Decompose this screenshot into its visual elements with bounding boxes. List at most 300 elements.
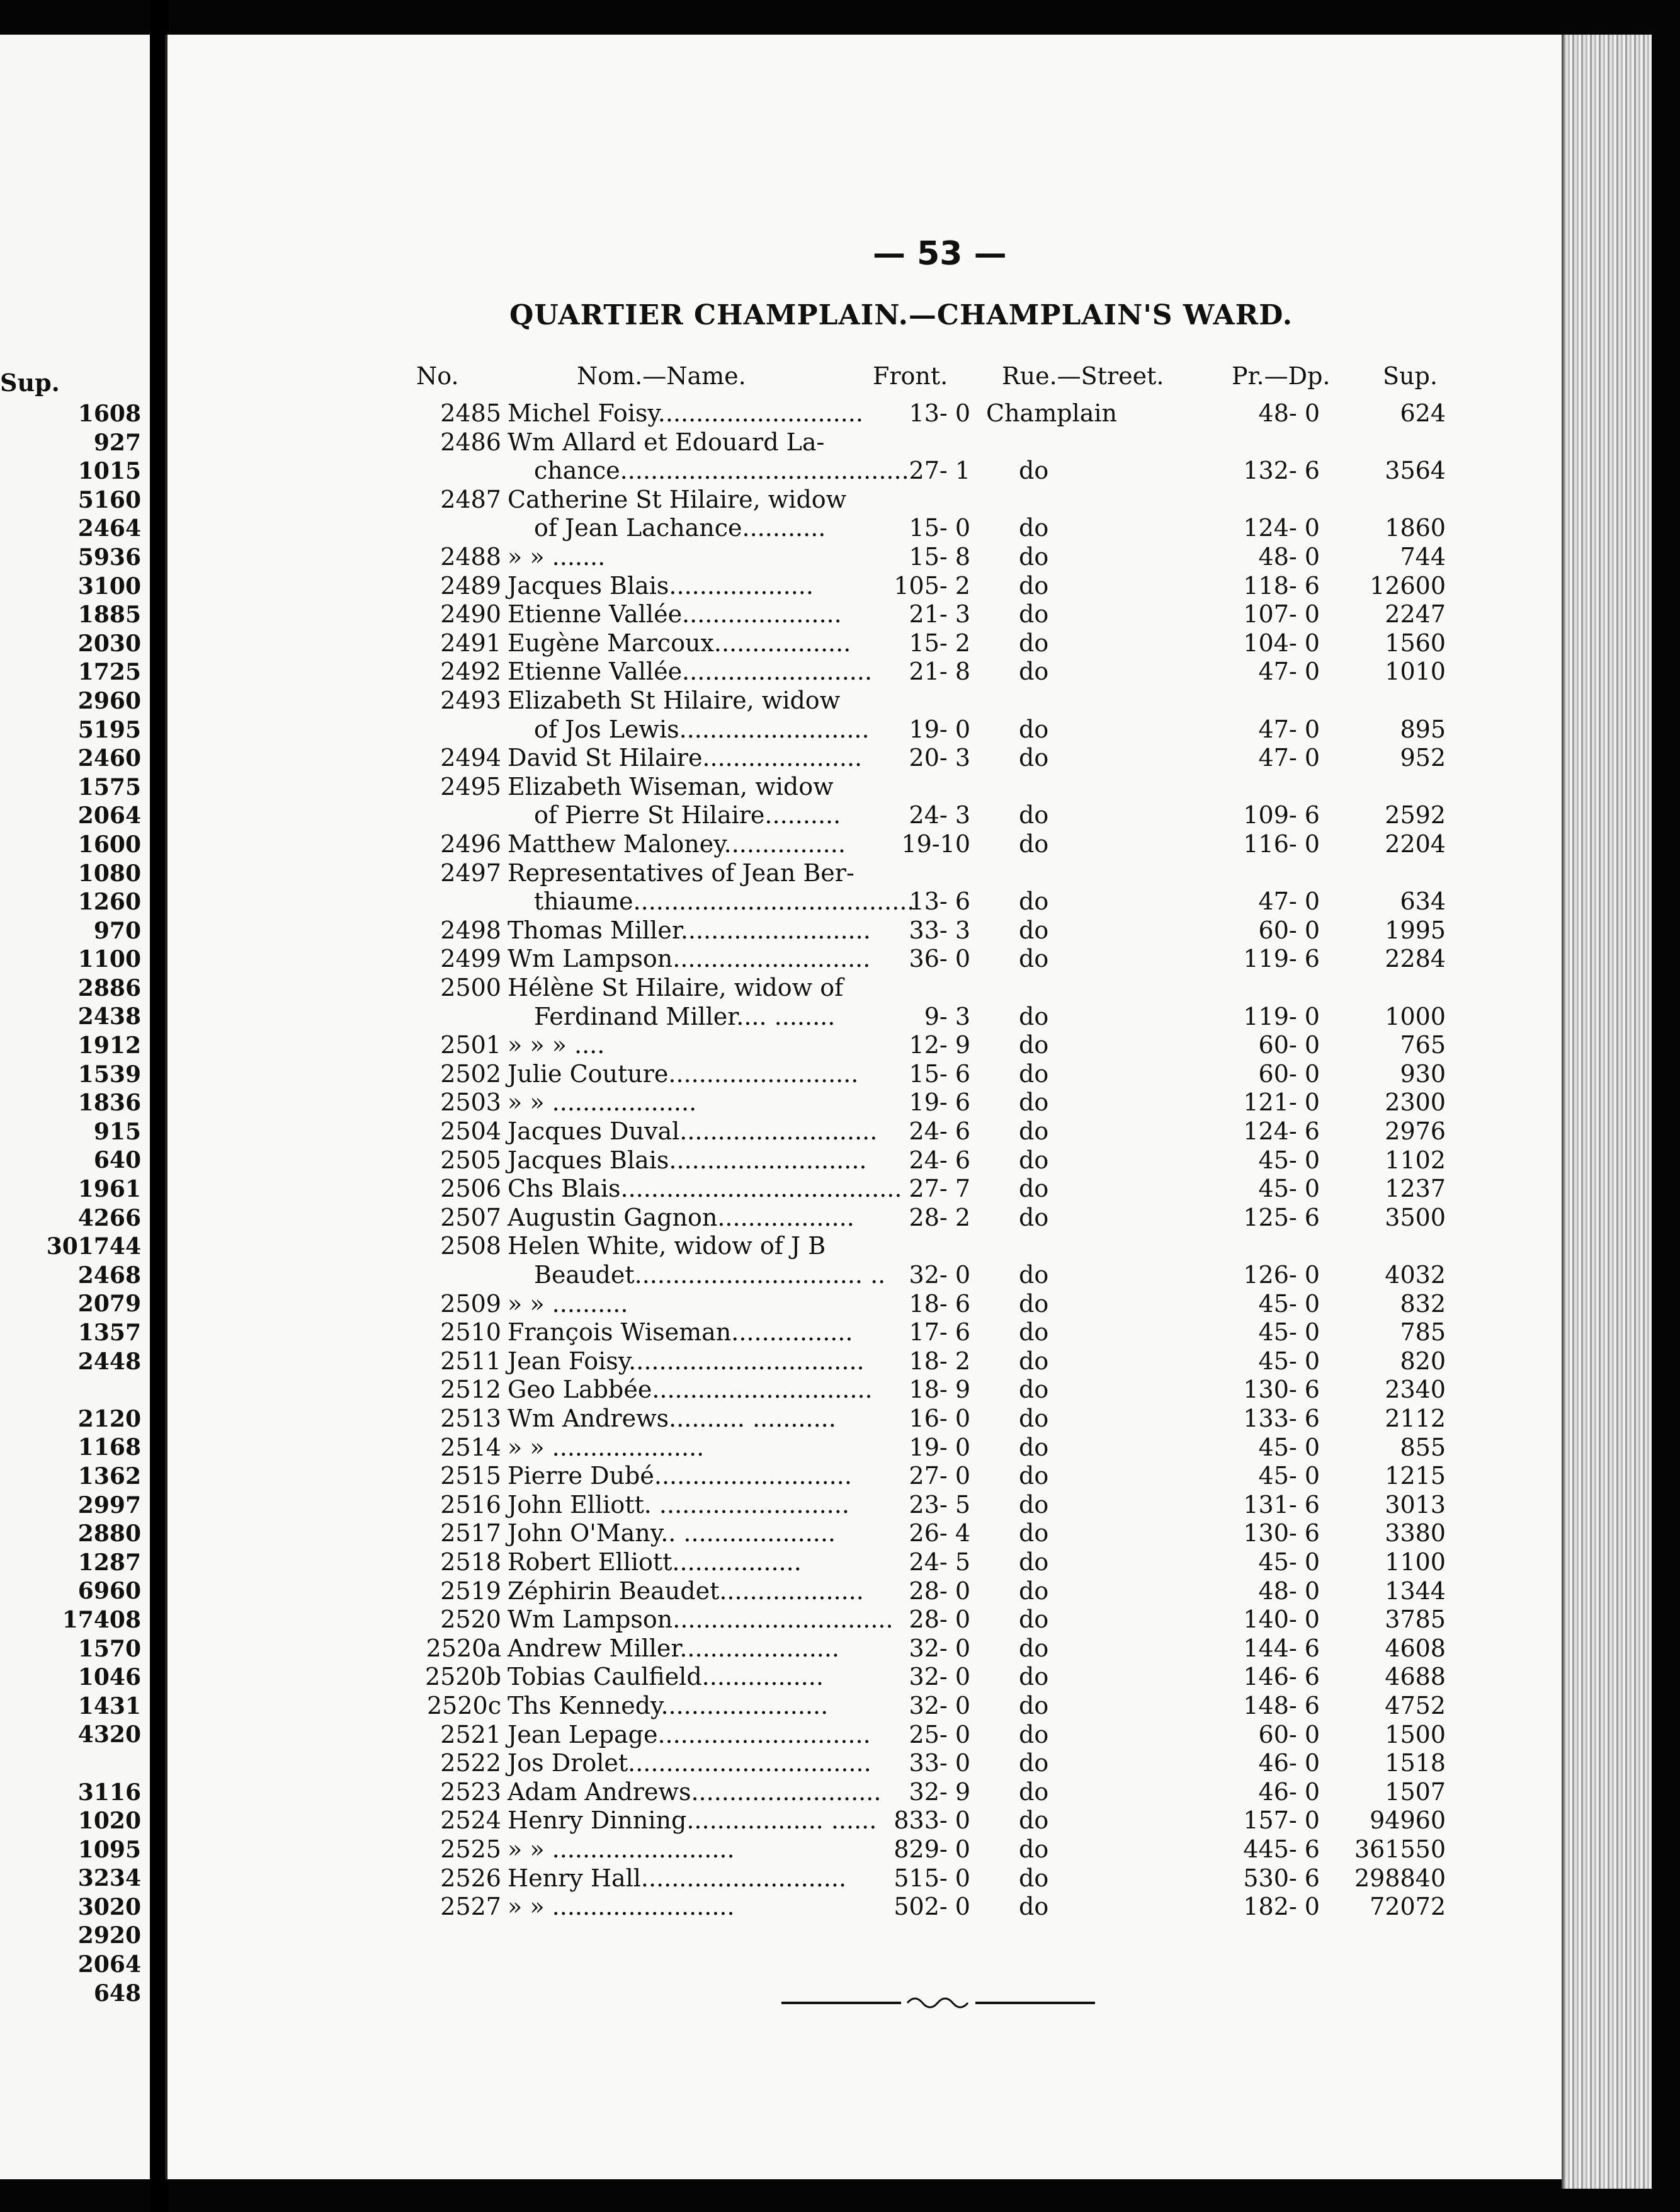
owner-name: Jean Foisy............................... <box>508 1347 865 1375</box>
left-page-value: 17408 <box>62 1606 141 1633</box>
depth-measure: 48- 0 <box>1258 1576 1320 1605</box>
owner-name: Hélène St Hilaire, widow of <box>508 974 844 1001</box>
front-measure: 18- 2 <box>909 1347 970 1375</box>
street: do <box>1019 543 1049 571</box>
depth-measure: 130- 6 <box>1243 1376 1320 1404</box>
left-page-value: 3100 <box>77 573 141 600</box>
left-page-value: 5160 <box>77 486 141 513</box>
table-row <box>167 428 1490 457</box>
left-page-value: 2464 <box>77 515 141 542</box>
depth-measure: 124- 6 <box>1243 1117 1320 1145</box>
table-row <box>167 801 1490 830</box>
table-row <box>167 571 1490 600</box>
depth-measure: 157- 0 <box>1243 1806 1320 1835</box>
depth-measure: 125- 6 <box>1243 1203 1320 1231</box>
street: do <box>1019 744 1049 772</box>
front-measure: 36- 0 <box>909 945 970 973</box>
left-page-value <box>47 1376 141 1405</box>
left-page-value: 2079 <box>77 1291 141 1318</box>
left-page-value: 1725 <box>77 659 141 686</box>
left-page-value: 3234 <box>77 1865 141 1892</box>
lot-number: 2514 <box>440 1433 501 1461</box>
table-row <box>167 887 1490 916</box>
front-measure: 23- 5 <box>909 1490 970 1519</box>
left-page-value: 1539 <box>77 1061 141 1088</box>
left-page-value: 2064 <box>77 802 141 830</box>
header-sup: Sup. <box>1383 362 1438 390</box>
depth-measure: 47- 0 <box>1258 715 1320 743</box>
depth-measure: 109- 6 <box>1243 801 1320 830</box>
front-measure: 105- 2 <box>894 571 970 600</box>
owner-name: Helen White, widow of J B <box>508 1232 826 1260</box>
owner-name: » » ........................ <box>508 1893 735 1921</box>
owner-name: Wm Lampson.......................... <box>508 945 871 973</box>
lot-number: 2520a <box>426 1634 501 1662</box>
owner-name: » » .......... <box>508 1289 628 1318</box>
table-row <box>167 973 1490 1002</box>
front-measure: 32- 0 <box>909 1634 970 1662</box>
front-measure: 15- 0 <box>909 514 970 542</box>
depth-measure: 60- 0 <box>1258 1031 1320 1059</box>
left-page-value: 5936 <box>77 544 141 571</box>
table-row <box>167 1002 1490 1031</box>
front-measure: 33- 0 <box>909 1749 970 1777</box>
front-measure: 25- 0 <box>909 1720 970 1748</box>
street: do <box>1019 1777 1049 1806</box>
left-page-value: 970 <box>93 917 141 944</box>
owner-name-continued: of Jean Lachance........... <box>534 514 826 542</box>
front-measure: 24- 3 <box>909 801 970 830</box>
owner-name: Wm Andrews.......... ........... <box>508 1405 836 1432</box>
depth-measure: 48- 0 <box>1258 399 1320 427</box>
depth-measure: 45- 0 <box>1258 1318 1320 1347</box>
owner-name: François Wiseman................ <box>508 1318 853 1347</box>
street: do <box>1019 1088 1049 1117</box>
table-row <box>167 1433 1490 1462</box>
owner-name: Andrew Miller..................... <box>508 1634 840 1662</box>
depth-measure: 47- 0 <box>1258 887 1320 916</box>
depth-measure: 48- 0 <box>1258 543 1320 571</box>
left-page-value: 2468 <box>77 1262 141 1289</box>
depth-measure: 116- 0 <box>1243 830 1320 858</box>
left-page-value: 1570 <box>77 1635 141 1662</box>
owner-name: » » ....... <box>508 543 606 571</box>
table-row <box>167 1806 1490 1835</box>
depth-measure: 118- 6 <box>1243 571 1320 600</box>
lot-number: 2491 <box>440 629 501 657</box>
depth-measure: 130- 6 <box>1243 1519 1320 1548</box>
street: do <box>1019 1864 1049 1892</box>
front-measure: 16- 0 <box>909 1405 970 1432</box>
owner-name: Jacques Duval.......................... <box>508 1117 878 1145</box>
owner-name-continued: of Pierre St Hilaire.......... <box>534 801 841 830</box>
table-row <box>167 1030 1490 1059</box>
street: do <box>1019 1835 1049 1863</box>
table-row <box>167 542 1490 571</box>
superficies: 1215 <box>1385 1462 1446 1490</box>
superficies: 1995 <box>1385 916 1446 944</box>
superficies: 2592 <box>1385 801 1446 830</box>
superficies: 1237 <box>1385 1175 1446 1203</box>
left-page-value: 1080 <box>77 860 141 887</box>
depth-measure: 45- 0 <box>1258 1462 1320 1490</box>
superficies: 1518 <box>1385 1749 1446 1777</box>
street: do <box>1019 1175 1049 1203</box>
street: do <box>1019 1117 1049 1145</box>
superficies: 1500 <box>1385 1720 1446 1748</box>
superficies: 2340 <box>1385 1376 1446 1404</box>
lot-number: 2508 <box>440 1232 501 1260</box>
lot-number: 2504 <box>440 1117 501 1145</box>
front-measure: 27- 1 <box>909 457 970 485</box>
left-page-value: 2448 <box>77 1348 141 1375</box>
front-measure: 833- 0 <box>894 1806 970 1835</box>
left-page-value: 1885 <box>77 601 141 629</box>
depth-measure: 146- 6 <box>1243 1663 1320 1691</box>
lot-number: 2499 <box>440 945 501 973</box>
front-measure: 15- 8 <box>909 543 970 571</box>
superficies: 12600 <box>1370 571 1446 600</box>
table-row <box>167 1203 1490 1232</box>
left-page-value: 2880 <box>77 1520 141 1548</box>
front-measure: 28- 2 <box>909 1203 970 1231</box>
lot-number: 2485 <box>440 399 501 427</box>
street: do <box>1019 1720 1049 1748</box>
table-row <box>167 858 1490 887</box>
owner-name: Adam Andrews......................... <box>508 1777 882 1806</box>
depth-measure: 530- 6 <box>1243 1864 1320 1892</box>
superficies: 361550 <box>1354 1835 1446 1863</box>
table-row <box>167 456 1490 485</box>
table-row <box>167 1490 1490 1519</box>
left-page-value: 2030 <box>77 630 141 657</box>
lot-number: 2523 <box>440 1777 501 1806</box>
owner-name: Representatives of Jean Ber- <box>508 858 854 887</box>
left-page-value: 4320 <box>77 1721 141 1748</box>
superficies: 832 <box>1400 1289 1446 1318</box>
owner-name: Ths Kennedy...................... <box>508 1692 829 1719</box>
lot-number: 2527 <box>440 1893 501 1921</box>
front-measure: 32- 9 <box>909 1777 970 1806</box>
ward-title: QUARTIER CHAMPLAIN.—CHAMPLAIN'S WARD. <box>509 299 1293 331</box>
table-row <box>167 1059 1490 1088</box>
lot-number: 2516 <box>440 1490 501 1519</box>
lot-number: 2520c <box>427 1692 501 1719</box>
front-measure: 19- 0 <box>909 715 970 743</box>
lot-number: 2518 <box>440 1548 501 1576</box>
superficies: 3013 <box>1385 1490 1446 1519</box>
table-row <box>167 1864 1490 1893</box>
depth-measure: 133- 6 <box>1243 1405 1320 1432</box>
front-measure: 13- 6 <box>909 887 970 916</box>
owner-name: John O'Many.. .................... <box>508 1519 836 1548</box>
header-no: No. <box>416 362 459 390</box>
left-page-value: 2460 <box>77 745 141 772</box>
lot-number: 2512 <box>440 1376 501 1404</box>
table-row <box>167 1260 1490 1289</box>
header-pr-dp: Pr.—Dp. <box>1232 362 1331 390</box>
lot-number: 2498 <box>440 916 501 944</box>
depth-measure: 144- 6 <box>1243 1634 1320 1662</box>
ornament-divider-icon <box>781 1993 1095 2012</box>
superficies: 1560 <box>1385 629 1446 657</box>
depth-measure: 182- 0 <box>1243 1893 1320 1921</box>
left-page-value: 1095 <box>77 1836 141 1863</box>
table-row <box>167 1146 1490 1175</box>
street: do <box>1019 801 1049 830</box>
left-page-value: 2920 <box>77 1922 141 1949</box>
superficies: 1000 <box>1385 1002 1446 1030</box>
owner-name-continued: Ferdinand Miller.... ........ <box>534 1002 836 1030</box>
table-row <box>167 1748 1490 1777</box>
lot-number: 2524 <box>440 1806 501 1835</box>
superficies: 3564 <box>1385 457 1446 485</box>
front-measure: 829- 0 <box>894 1835 970 1863</box>
left-page-value: 6960 <box>77 1578 141 1605</box>
left-page-value: 1100 <box>77 946 141 973</box>
street: do <box>1019 1749 1049 1777</box>
depth-measure: 60- 0 <box>1258 1059 1320 1088</box>
left-page-value: 1015 <box>77 458 141 485</box>
front-measure: 12- 9 <box>909 1031 970 1059</box>
street: do <box>1019 1663 1049 1691</box>
street: do <box>1019 457 1049 485</box>
left-page-value: 1168 <box>77 1434 141 1461</box>
lot-number: 2520 <box>440 1605 501 1634</box>
left-page-value <box>47 1750 141 1779</box>
street: do <box>1019 1806 1049 1835</box>
left-page-value: 1020 <box>77 1808 141 1835</box>
superficies: 2204 <box>1385 830 1446 858</box>
front-measure: 19-10 <box>901 830 970 858</box>
left-page-value: 1046 <box>77 1664 141 1691</box>
depth-measure: 104- 0 <box>1243 629 1320 657</box>
left-page-value: 1836 <box>77 1090 141 1117</box>
table-row <box>167 944 1490 973</box>
street: do <box>1019 514 1049 542</box>
street: do <box>1019 1031 1049 1059</box>
owner-name: Elizabeth St Hilaire, widow <box>508 687 841 714</box>
lot-number: 2488 <box>440 543 501 571</box>
owner-name: Wm Allard et Edouard La- <box>508 428 825 456</box>
street: do <box>1019 1203 1049 1231</box>
superficies: 2247 <box>1385 600 1446 629</box>
front-measure: 9- 3 <box>924 1002 970 1030</box>
owner-name: John Elliott. ......................... <box>508 1490 849 1519</box>
superficies: 2976 <box>1385 1117 1446 1145</box>
depth-measure: 45- 0 <box>1258 1175 1320 1203</box>
lot-number: 2515 <box>440 1462 501 1490</box>
header-front: Front. <box>873 362 948 390</box>
left-page-value: 1431 <box>77 1692 141 1719</box>
front-measure: 15- 6 <box>909 1059 970 1088</box>
street: do <box>1019 1519 1049 1548</box>
lot-number: 2517 <box>440 1519 501 1548</box>
lot-number: 2525 <box>440 1835 501 1863</box>
superficies: 952 <box>1400 744 1446 772</box>
table-row <box>167 1174 1490 1203</box>
left-page-value: 2997 <box>77 1491 141 1519</box>
superficies: 94960 <box>1370 1806 1446 1835</box>
depth-measure: 47- 0 <box>1258 658 1320 686</box>
superficies: 2300 <box>1385 1088 1446 1117</box>
front-measure: 33- 3 <box>909 916 970 944</box>
front-measure: 24- 6 <box>909 1117 970 1145</box>
left-page-value: 927 <box>93 429 141 456</box>
owner-name: Wm Lampson............................. <box>508 1605 894 1634</box>
street: do <box>1019 629 1049 657</box>
page <box>165 35 1597 2179</box>
owner-name: Augustin Gagnon.................. <box>508 1203 854 1231</box>
front-measure: 26- 4 <box>909 1519 970 1548</box>
owner-name: Jacques Blais................... <box>508 571 814 600</box>
front-measure: 32- 0 <box>909 1692 970 1719</box>
owner-name: Etienne Vallée......................... <box>508 658 873 686</box>
owner-name-continued: of Jos Lewis......................... <box>534 715 870 743</box>
superficies: 4032 <box>1385 1261 1446 1289</box>
superficies: 1507 <box>1385 1777 1446 1806</box>
lot-number: 2497 <box>440 858 501 887</box>
depth-measure: 132- 6 <box>1243 457 1320 485</box>
superficies: 3785 <box>1385 1605 1446 1634</box>
table-row <box>167 1231 1490 1260</box>
owner-name: David St Hilaire..................... <box>508 744 863 772</box>
superficies: 744 <box>1400 543 1446 571</box>
owner-name-continued: Beaudet.............................. .. <box>534 1261 886 1289</box>
table-row <box>167 629 1490 658</box>
street: do <box>1019 1634 1049 1662</box>
depth-measure: 45- 0 <box>1258 1548 1320 1576</box>
left-page-value: 2960 <box>77 687 141 714</box>
depth-measure: 47- 0 <box>1258 744 1320 772</box>
table-row <box>167 657 1490 686</box>
superficies: 930 <box>1400 1059 1446 1088</box>
left-page-value: 1357 <box>77 1320 141 1346</box>
owner-name: Elizabeth Wiseman, widow <box>508 772 834 801</box>
table-row <box>167 1088 1490 1117</box>
table-row <box>167 1548 1490 1576</box>
owner-name: Etienne Vallée..................... <box>508 600 842 629</box>
superficies: 3380 <box>1385 1519 1446 1548</box>
lot-number: 2507 <box>440 1203 501 1231</box>
depth-measure: 45- 0 <box>1258 1289 1320 1318</box>
street: do <box>1019 1576 1049 1605</box>
owner-name: Zéphirin Beaudet................... <box>508 1576 864 1605</box>
table-row <box>167 715 1490 744</box>
street: do <box>1019 600 1049 629</box>
table-row <box>167 830 1490 858</box>
street: do <box>1019 1405 1049 1432</box>
lot-number: 2493 <box>440 687 501 714</box>
table-row <box>167 399 1490 428</box>
front-measure: 18- 9 <box>909 1376 970 1404</box>
owner-name: Eugène Marcoux.................. <box>508 629 851 657</box>
lot-number: 2490 <box>440 600 501 629</box>
left-page-value: 1961 <box>77 1176 141 1203</box>
depth-measure: 140- 0 <box>1243 1605 1320 1634</box>
front-measure: 13- 0 <box>909 399 970 427</box>
street: do <box>1019 1893 1049 1921</box>
owner-name: Henry Hall........................... <box>508 1864 847 1892</box>
street: do <box>1019 916 1049 944</box>
street: do <box>1019 1146 1049 1174</box>
lot-number: 2503 <box>440 1088 501 1117</box>
lot-number: 2495 <box>440 772 501 801</box>
depth-measure: 131- 6 <box>1243 1490 1320 1519</box>
front-measure: 28- 0 <box>909 1605 970 1634</box>
left-page-value: 3116 <box>77 1779 141 1806</box>
left-page-sup-column <box>47 400 141 2008</box>
owner-name: Geo Labbée............................. <box>508 1376 873 1404</box>
superficies: 4688 <box>1385 1663 1446 1691</box>
lot-number: 2513 <box>440 1405 501 1432</box>
street: do <box>1019 571 1049 600</box>
street: do <box>1019 1347 1049 1375</box>
lot-number: 2487 <box>440 485 501 513</box>
superficies: 855 <box>1400 1433 1446 1461</box>
owner-name-continued: thiaume..................................... <box>534 887 915 916</box>
street: do <box>1019 1376 1049 1404</box>
street: do <box>1019 1605 1049 1634</box>
owner-name: Jacques Blais.......................... <box>508 1146 867 1174</box>
left-page-value: 1600 <box>77 831 141 858</box>
superficies: 785 <box>1400 1318 1446 1347</box>
left-page-value: 640 <box>93 1147 141 1174</box>
owner-name: Jos Drolet................................ <box>508 1749 871 1777</box>
depth-measure: 107- 0 <box>1243 600 1320 629</box>
table-row <box>167 1347 1490 1376</box>
table-row <box>167 1289 1490 1318</box>
depth-measure: 121- 0 <box>1243 1088 1320 1117</box>
superficies: 1010 <box>1385 658 1446 686</box>
street: do <box>1019 1261 1049 1289</box>
left-page-value: 1575 <box>77 773 141 801</box>
front-measure: 24- 6 <box>909 1146 970 1174</box>
superficies: 72072 <box>1370 1893 1446 1921</box>
front-measure: 502- 0 <box>894 1893 970 1921</box>
lot-number: 2502 <box>440 1059 501 1088</box>
owner-name: » » ........................ <box>508 1835 735 1863</box>
front-measure: 27- 7 <box>909 1175 970 1203</box>
left-page-value: 1260 <box>77 889 141 916</box>
left-page-value: 301744 <box>46 1233 141 1260</box>
owner-name-continued: chance...................................... <box>534 457 909 485</box>
street: do <box>1019 1318 1049 1347</box>
table-row <box>167 916 1490 945</box>
owner-name: » » ................... <box>508 1088 697 1117</box>
lot-number: 2506 <box>440 1175 501 1203</box>
left-page-value: 915 <box>93 1118 141 1145</box>
superficies: 765 <box>1400 1031 1446 1059</box>
depth-measure: 46- 0 <box>1258 1749 1320 1777</box>
owner-name: Catherine St Hilaire, widow <box>508 485 847 513</box>
street: do <box>1019 1433 1049 1461</box>
table-row <box>167 1375 1490 1404</box>
superficies: 298840 <box>1354 1864 1446 1892</box>
street: do <box>1019 715 1049 743</box>
front-measure: 515- 0 <box>894 1864 970 1892</box>
table-row <box>167 600 1490 629</box>
owner-name: Chs Blais..................................... <box>508 1175 902 1203</box>
depth-measure: 45- 0 <box>1258 1146 1320 1174</box>
owner-name: Julie Couture......................... <box>508 1059 859 1088</box>
depth-measure: 119- 6 <box>1243 945 1320 973</box>
superficies: 624 <box>1400 399 1446 427</box>
lot-number: 2511 <box>440 1347 501 1375</box>
street: Champlain <box>986 399 1117 427</box>
owner-name: » » .................... <box>508 1433 705 1461</box>
depth-measure: 46- 0 <box>1258 1777 1320 1806</box>
